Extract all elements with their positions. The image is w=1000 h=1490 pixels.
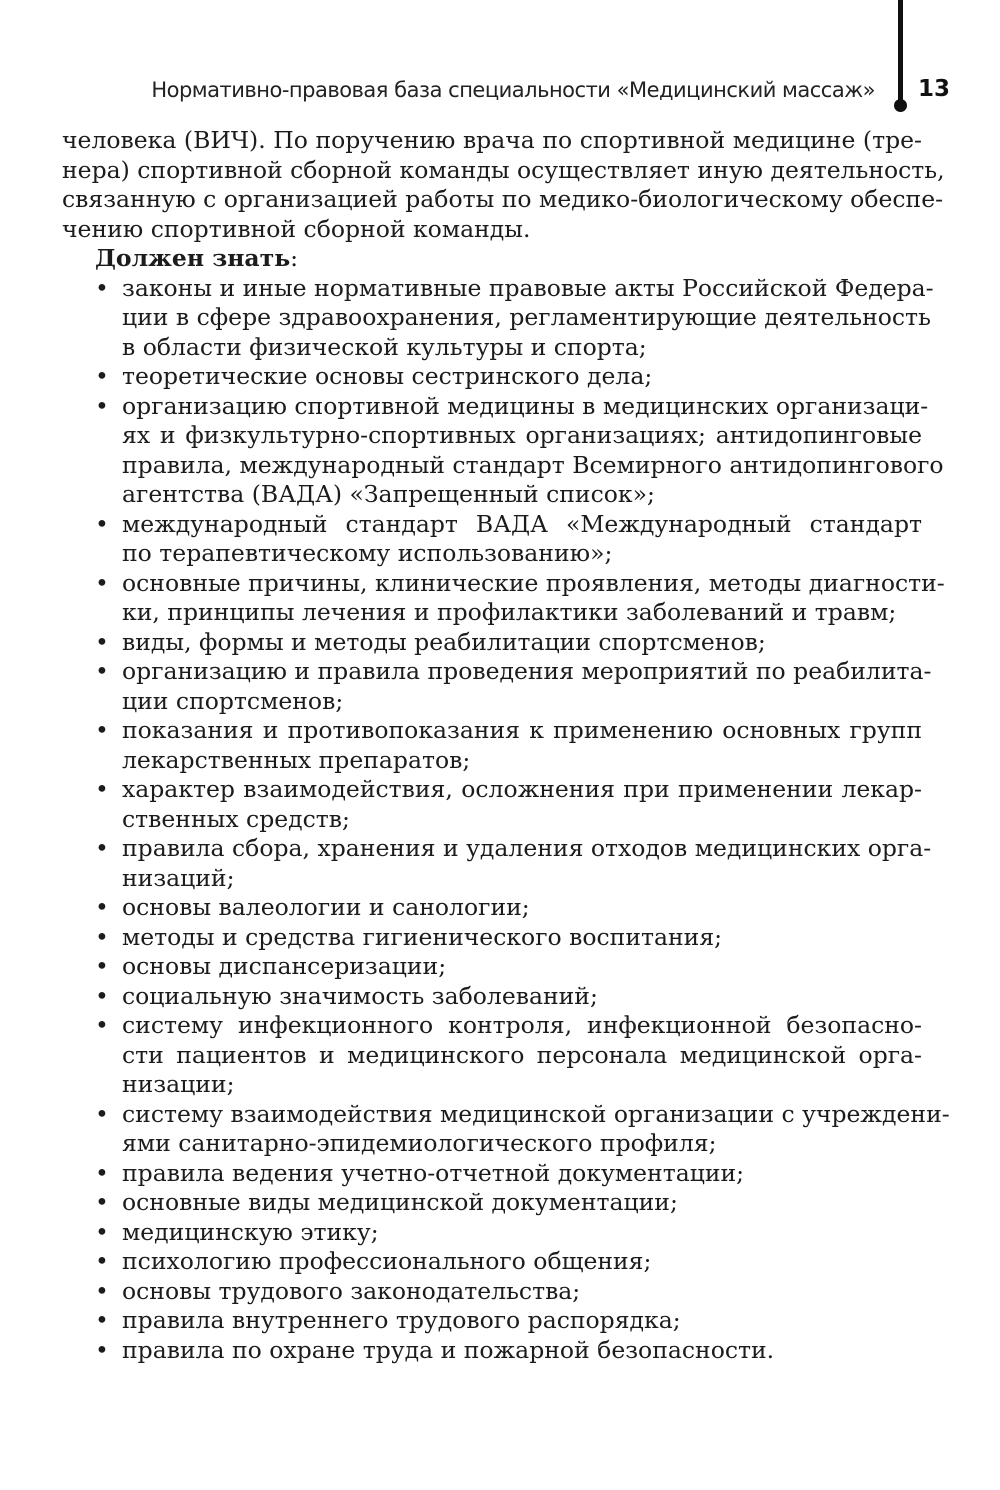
list-item xyxy=(62,1336,922,1366)
list-item-line: правила по охране труда и пожарной безопасности. xyxy=(122,1335,775,1364)
list-item-line: ями санитарно-эпидемиологического профиля; xyxy=(122,1129,717,1157)
bullet-icon: • xyxy=(95,1158,109,1187)
list-item-line: сти пациентов и медицинского персонала медицинской орга- xyxy=(122,1040,922,1069)
list-item-line: основные виды медицинской документации; xyxy=(122,1188,678,1216)
list-item-line: методы и средства гигиенического воспитания; xyxy=(122,922,723,951)
list-item xyxy=(62,1218,922,1248)
bullet-icon: • xyxy=(95,1188,109,1216)
bullet-icon: • xyxy=(95,1247,109,1275)
section-title: Должен знать xyxy=(95,244,291,272)
list-item-line: медицинскую этику; xyxy=(122,1217,379,1246)
bullet-icon: • xyxy=(95,627,109,656)
bullet-icon: • xyxy=(95,509,109,538)
intro-line: человека (ВИЧ). По поручению врача по спортивной медицине (тре- xyxy=(62,126,922,154)
list-item-line: теоретические основы сестринского дела; xyxy=(122,362,653,390)
list-item-line: низаций; xyxy=(122,863,235,892)
bullet-icon: • xyxy=(95,952,109,980)
bullet-icon: • xyxy=(95,834,109,862)
bullet-icon: • xyxy=(95,775,109,803)
list-item-line: систему взаимодействия медицинской организации с учреждени- xyxy=(122,1099,950,1128)
list-item xyxy=(62,510,922,569)
intro-paragraph xyxy=(62,126,945,244)
list-item xyxy=(62,1188,922,1218)
list-item xyxy=(62,982,922,1012)
list-item-line: в области физической культуры и спорта; xyxy=(122,332,647,361)
list-item-line: законы и иные нормативные правовые акты Российской Федера- xyxy=(122,273,934,302)
list-item-line: характер взаимодействия, осложнения при применении лекар- xyxy=(122,775,922,803)
list-item xyxy=(62,362,922,392)
bullet-icon: • xyxy=(95,568,109,597)
bullet-icon: • xyxy=(95,1099,109,1128)
bullet-icon: • xyxy=(95,981,109,1010)
bullet-icon: • xyxy=(95,922,109,951)
list-item-line: ции спортсменов; xyxy=(122,686,344,715)
bullet-icon: • xyxy=(95,1276,109,1305)
bullet-icon: • xyxy=(95,1217,109,1246)
list-item xyxy=(62,1159,922,1189)
list-item xyxy=(62,1277,922,1307)
running-header: Нормативно-правовая база специальности «Медицинский массаж» xyxy=(151,78,875,102)
bullet-icon: • xyxy=(95,893,109,921)
list-item-line: ки, принципы лечения и профилактики заболеваний и травм; xyxy=(122,598,897,626)
list-item xyxy=(62,1099,950,1159)
list-item xyxy=(62,1306,922,1336)
intro-line: связанную с организацией работы по медико-биологическому обеспе- xyxy=(62,185,944,213)
list-item-line: правила сбора, хранения и удаления отходов медицинских орга- xyxy=(122,834,932,862)
bullet-icon: • xyxy=(95,657,109,685)
list-item-line: лекарственных препаратов; xyxy=(122,745,471,774)
section-heading xyxy=(95,244,922,274)
list-item-line: основы валеологии и санологии; xyxy=(122,893,530,921)
knowledge-list xyxy=(62,273,950,1366)
list-item-line: по терапевтическому использованию»; xyxy=(122,539,613,567)
bullet-icon: • xyxy=(95,273,109,302)
list-item-line: основы диспансеризации; xyxy=(122,952,447,980)
list-item-line: правила внутреннего трудового распорядка; xyxy=(122,1306,681,1334)
list-item-line: виды, формы и методы реабилитации спортсменов; xyxy=(122,627,766,656)
section-title-colon: : xyxy=(290,244,299,272)
bullet-icon: • xyxy=(95,1306,109,1334)
bullet-icon: • xyxy=(95,391,109,420)
bullet-icon: • xyxy=(95,1011,109,1039)
list-item-line: организацию и правила проведения мероприятий по реабилита- xyxy=(122,657,932,685)
list-item xyxy=(62,1247,922,1277)
list-item-line: правила, международный стандарт Всемирного антидопингового xyxy=(122,450,944,479)
list-item-line: организацию спортивной медицины в медицинских организаци- xyxy=(122,391,929,420)
header-rule-dot xyxy=(894,99,907,112)
list-item-line: низации; xyxy=(122,1070,235,1098)
list-item xyxy=(62,923,922,953)
list-item-line: правила ведения учетно-отчетной документации; xyxy=(122,1158,745,1187)
list-item-line: ции в сфере здравоохранения, регламентирующие деятельность xyxy=(122,303,931,331)
bullet-icon: • xyxy=(95,716,109,744)
list-item xyxy=(62,628,922,658)
list-item-line: ях и физкультурно-спортивных организациях; антидопинговые xyxy=(122,421,922,449)
list-item xyxy=(62,1011,922,1100)
list-item-line: агентства (ВАДА) «Запрещенный список»; xyxy=(122,480,655,508)
list-item xyxy=(62,716,922,775)
page-number: 13 xyxy=(918,76,951,102)
body-text xyxy=(62,126,950,1365)
list-item-line: систему инфекционного контроля, инфекционной безопасно- xyxy=(122,1011,922,1039)
bullet-icon: • xyxy=(95,1335,109,1364)
list-item xyxy=(62,391,944,510)
list-item-line: основы трудового законодательства; xyxy=(122,1276,581,1305)
list-item xyxy=(62,893,922,923)
list-item xyxy=(62,952,922,982)
list-item-line: международный стандарт ВАДА «Международный стандарт xyxy=(122,509,922,538)
list-item-line: основные причины, клинические проявления, методы диагности- xyxy=(122,568,945,597)
list-item xyxy=(62,568,945,628)
bullet-icon: • xyxy=(95,362,109,390)
list-item-line: психологию профессионального общения; xyxy=(122,1247,652,1275)
list-item xyxy=(62,834,932,893)
list-item-line: показания и противопоказания к применению основных групп xyxy=(122,716,922,744)
list-item-line: ственных средств; xyxy=(122,804,350,833)
list-item xyxy=(62,273,934,363)
intro-line: нера) спортивной сборной команды осуществляет иную деятельность, xyxy=(62,155,945,184)
list-item-line: социальную значимость заболеваний; xyxy=(122,981,598,1010)
header-vertical-rule xyxy=(898,0,903,108)
list-item xyxy=(62,657,932,716)
list-item xyxy=(62,775,922,834)
intro-line: чению спортивной сборной команды. xyxy=(62,214,531,243)
